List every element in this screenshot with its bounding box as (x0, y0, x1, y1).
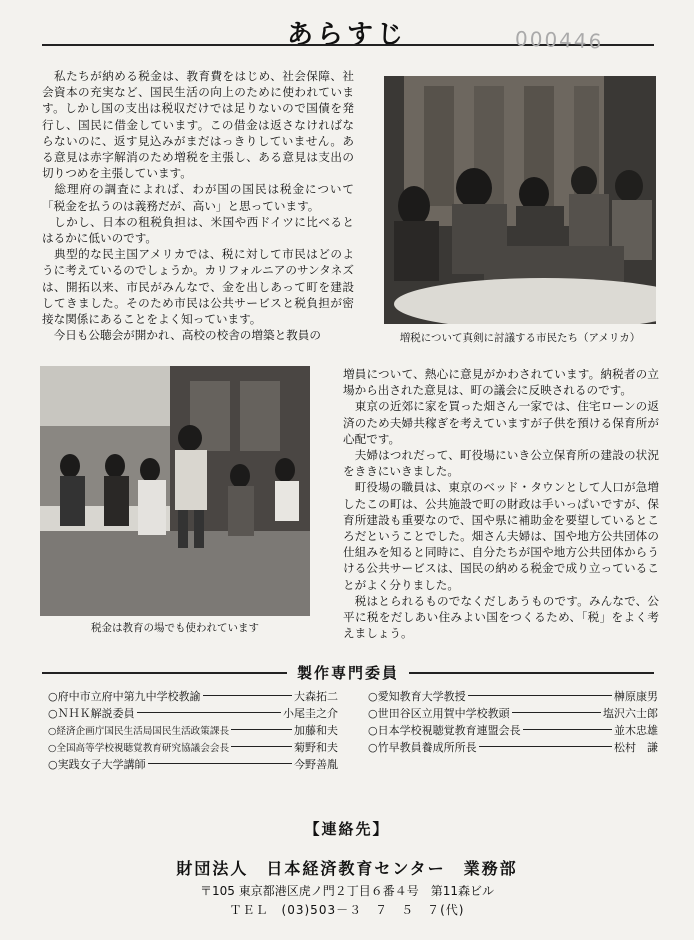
story-paragraph: 町役場の職員は、東京のベッド・タウンとして人口が急増したこの町は、公共施設で町の財政は手いっぱいですが、保育所建設も重要なので、国や県に補助金を要望しているところだということでした。畑さん夫婦は、国や地方公共団体の仕組みを知ると同時に、自分たちが国や地方公共団体からうける公共サービスは、国民の納める税金で成り立っていることがよく分りました。 (343, 480, 659, 592)
story-paragraph: 増員について、熱心に意見がかわされています。納税者の立場から出された意見は、町の議会に反映されるのです。 (343, 367, 659, 398)
meeting-photo (384, 76, 656, 324)
story-paragraph: 夫婦はつれだって、町役場にいき公立保育所の建設の状況をききにいきました。 (343, 448, 659, 479)
committee-member: ○世田谷区立用賀中学校教頭 塩沢六士郎 (368, 706, 658, 720)
story-paragraph: 税はとられるものでなくだしあうものです。みんなで、公平に税をだしあい住みよい国をつくるため、「税」をよく考えましょう。 (343, 593, 659, 641)
story-paragraph: 今日も公聴会が開かれ、高校の校舎の増築と教員の (53, 328, 321, 343)
story-paragraph: 私たちが納める税金は、教育費をはじめ、社会保障、社会資本の充実など、国民生活の向上のために使われています。しかし国の支出は税収だけでは足りないので国債を発行し、国民に借金しています。この借金は返さなければならないのに、返す見込みがまだはっきりしていません。ある意見は赤字解消のため増税を主張し、ある意見は支出の切りつめを主張しています。 (42, 69, 354, 181)
committee-member: ○ＮＨＫ解説委員 小尾圭之介 (48, 706, 338, 720)
meeting-photo-caption: 増税について真剣に討議する市民たち（アメリカ） (399, 332, 641, 344)
organization-name: 財団法人 日本経済教育センター 業務部 (176, 859, 518, 878)
story-paragraph: しかし、日本の租税負担は、米国や西ドイツに比べるとはるかに低いのです。 (42, 214, 354, 246)
committee-member: ○府中市立府中第九中学校教諭 大森拓二 (48, 689, 338, 703)
committee-list-left (48, 687, 338, 772)
schoolyard-photo-caption: 税金は教育の場でも使われています (91, 622, 259, 634)
story-paragraph: 東京の近郊に家を買った畑さん一家では、住宅ローンの返済のため夫婦共稼ぎを考えていますが子供を預ける保育所が心配です。 (343, 399, 659, 446)
committee-member: ○日本学校視聴覚教育連盟会長 並木忠雄 (368, 723, 658, 737)
committee-member: ○愛知教育大学教授 榊原康男 (368, 689, 658, 703)
schoolyard-photo (40, 366, 310, 616)
committee-member: ○実践女子大学講師 今野善胤 (48, 757, 338, 771)
committee-heading (42, 662, 654, 682)
story-column-2 (343, 366, 659, 641)
committee-member: ○経済企画庁国民生活局国民生活政策課長 加藤和夫 (48, 723, 338, 737)
organization-phone: ＴＥＬ (03)503－３ ７ ５ ７(代) (229, 903, 465, 917)
page-stamp-number: 000446 (514, 26, 604, 54)
story-paragraph: 総理府の調査によれば、わが国の国民は税金について「税金を払うのは義務だが、高い」と思っています。 (42, 182, 354, 213)
contact-heading: 【連絡先】 (304, 820, 390, 838)
story-column-1 (42, 68, 354, 343)
page-title: あらすじ (286, 20, 407, 50)
committee-list-right (368, 687, 658, 755)
committee-member: ○全国高等学校視聴覚教育研究協議会会長 菊野和夫 (48, 740, 338, 754)
committee-heading-label: 製作専門委員 (287, 664, 409, 682)
committee-member: ○竹早教員養成所所長 松村 謙 (368, 740, 658, 754)
story-paragraph: 典型的な民主国アメリカでは、税に対して市民はどのように考えているのでしょうか。カリフォルニアのサンタネズは、開拓以来、市民がみんなで、金を出しあって町を建設してきました。そのため市民は公共サービスと税負担が密接な関係にあることをよく知っています。 (42, 247, 354, 327)
organization-address: 〒105 東京都港区虎ノ門２丁目６番４号 第11森ビル (200, 884, 494, 898)
